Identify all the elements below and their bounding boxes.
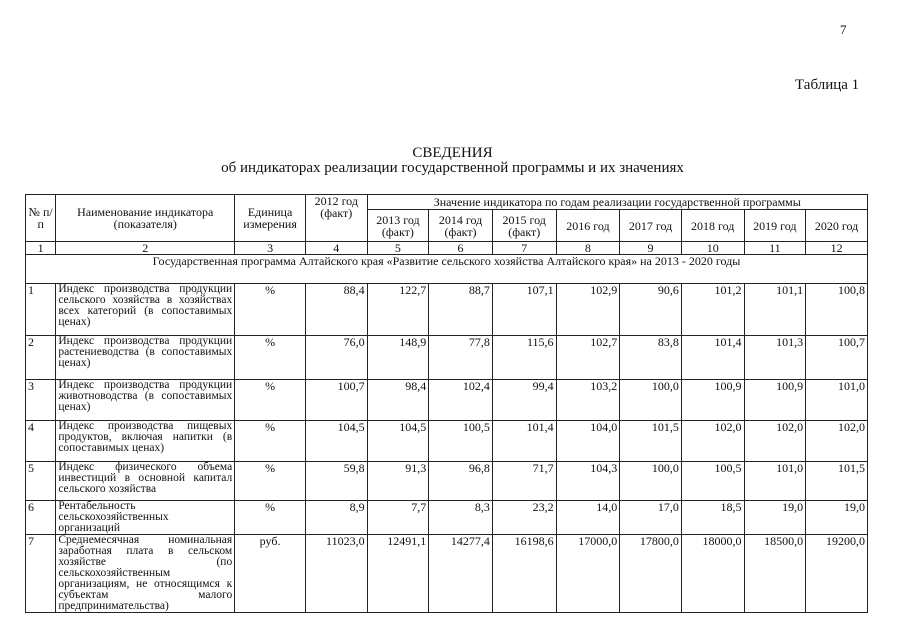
value-cell: 88,4	[305, 284, 367, 336]
value-cell: 101,0	[744, 462, 806, 501]
row-number: 7	[26, 535, 56, 613]
value-cell: 17,0	[620, 501, 682, 535]
row-number: 1	[26, 284, 56, 336]
value-cell: 8,3	[429, 501, 493, 535]
value-cell: 101,4	[492, 421, 556, 462]
value-cell: 14277,4	[429, 535, 493, 613]
row-number: 4	[26, 421, 56, 462]
value-cell: 11023,0	[305, 535, 367, 613]
value-cell: 14,0	[556, 501, 620, 535]
value-cell: 18500,0	[744, 535, 806, 613]
value-cell: 102,0	[681, 421, 744, 462]
value-cell: 102,7	[556, 336, 620, 380]
header-year: 2016 год	[556, 210, 620, 242]
value-cell: 17000,0	[556, 535, 620, 613]
unit-cell: %	[235, 501, 306, 535]
document-title: СВЕДЕНИЯ	[412, 145, 493, 161]
unit-cell: %	[235, 284, 306, 336]
column-number: 2	[56, 242, 235, 255]
value-cell: 16198,6	[492, 535, 556, 613]
column-number: 4	[305, 242, 367, 255]
column-number: 10	[681, 242, 744, 255]
indicator-name: Индекс физического объема инвестиций в основной капитал сельского хозяйства	[56, 462, 235, 501]
header-group: Значение индикатора по годам реализации государственной программы	[367, 195, 867, 210]
value-cell: 101,3	[744, 336, 806, 380]
unit-cell: %	[235, 462, 306, 501]
value-cell: 76,0	[305, 336, 367, 380]
value-cell: 101,5	[620, 421, 682, 462]
table-row	[26, 501, 868, 535]
value-cell: 71,7	[492, 462, 556, 501]
column-number: 8	[556, 242, 620, 255]
indicator-name: Индекс производства продукции сельского хозяйства в хозяйствах всех категорий (в сопоставимых ценах)	[56, 284, 235, 336]
value-cell: 101,4	[681, 336, 744, 380]
column-number: 7	[492, 242, 556, 255]
value-cell: 19,0	[744, 501, 806, 535]
value-cell: 99,4	[492, 380, 556, 421]
header-base-year: 2012 год (факт)	[305, 195, 367, 242]
value-cell: 104,3	[556, 462, 620, 501]
value-cell: 102,4	[429, 380, 493, 421]
value-cell: 100,0	[620, 380, 682, 421]
row-number: 2	[26, 336, 56, 380]
value-cell: 101,1	[744, 284, 806, 336]
unit-cell: %	[235, 421, 306, 462]
unit-cell: %	[235, 336, 306, 380]
value-cell: 98,4	[367, 380, 429, 421]
value-cell: 107,1	[492, 284, 556, 336]
column-number: 3	[235, 242, 306, 255]
table-label: Таблица 1	[795, 77, 860, 93]
value-cell: 12491,1	[367, 535, 429, 613]
value-cell: 88,7	[429, 284, 493, 336]
value-cell: 100,9	[681, 380, 744, 421]
header-year: 2019 год	[744, 210, 806, 242]
indicators-table	[25, 194, 868, 613]
value-cell: 102,0	[806, 421, 868, 462]
header-year: 2015 год (факт)	[492, 210, 556, 242]
value-cell: 96,8	[429, 462, 493, 501]
table-row	[26, 535, 868, 613]
value-cell: 101,5	[806, 462, 868, 501]
value-cell: 100,5	[681, 462, 744, 501]
value-cell: 77,8	[429, 336, 493, 380]
table-row	[26, 336, 868, 380]
value-cell: 103,2	[556, 380, 620, 421]
column-number: 6	[429, 242, 493, 255]
value-cell: 7,7	[367, 501, 429, 535]
document-subtitle: об индикаторах реализации государственной программы и их значениях	[221, 160, 684, 176]
column-number: 5	[367, 242, 429, 255]
header-name: Наименование индикатора (показателя)	[56, 195, 235, 242]
value-cell: 100,0	[620, 462, 682, 501]
row-number: 3	[26, 380, 56, 421]
header-year: 2013 год (факт)	[367, 210, 429, 242]
value-cell: 104,5	[305, 421, 367, 462]
row-number: 5	[26, 462, 56, 501]
section-title: Государственная программа Алтайского края «Развитие сельского хозяйства Алтайского края» на 2013 - 2020 годы	[26, 255, 868, 284]
indicator-name: Среднемесячная номинальная заработная плата в сельском хозяйстве (по сельскохозяйственным организациям, не относящимся к субъектам малого предпринимательства)	[56, 535, 235, 613]
indicator-name: Индекс производства продукции животноводства (в сопоставимых ценах)	[56, 380, 235, 421]
value-cell: 19200,0	[806, 535, 868, 613]
value-cell: 104,5	[367, 421, 429, 462]
column-number: 11	[744, 242, 806, 255]
indicator-name: Рентабельность сельскохозяйственных организаций	[56, 501, 235, 535]
value-cell: 100,9	[744, 380, 806, 421]
header-unit: Единица измерения	[235, 195, 306, 242]
value-cell: 83,8	[620, 336, 682, 380]
section-row	[26, 255, 868, 284]
header-year: 2017 год	[620, 210, 682, 242]
value-cell: 59,8	[305, 462, 367, 501]
header-year: 2018 год	[681, 210, 744, 242]
value-cell: 18,5	[681, 501, 744, 535]
value-cell: 18000,0	[681, 535, 744, 613]
value-cell: 148,9	[367, 336, 429, 380]
table-row	[26, 421, 868, 462]
value-cell: 91,3	[367, 462, 429, 501]
header-num: № п/п	[26, 195, 56, 242]
indicator-name: Индекс производства пищевых продуктов, включая напитки (в сопоставимых ценах)	[56, 421, 235, 462]
value-cell: 23,2	[492, 501, 556, 535]
page-number: 7	[840, 22, 847, 37]
value-cell: 122,7	[367, 284, 429, 336]
value-cell: 100,7	[305, 380, 367, 421]
value-cell: 101,0	[806, 380, 868, 421]
value-cell: 100,8	[806, 284, 868, 336]
unit-cell: %	[235, 380, 306, 421]
value-cell: 19,0	[806, 501, 868, 535]
value-cell: 101,2	[681, 284, 744, 336]
column-number: 12	[806, 242, 868, 255]
column-number: 1	[26, 242, 56, 255]
table-row	[26, 284, 868, 336]
value-cell: 104,0	[556, 421, 620, 462]
value-cell: 100,5	[429, 421, 493, 462]
indicator-name: Индекс производства продукции растениеводства (в сопоставимых ценах)	[56, 336, 235, 380]
value-cell: 90,6	[620, 284, 682, 336]
unit-cell: руб.	[235, 535, 306, 613]
table-row	[26, 462, 868, 501]
value-cell: 102,0	[744, 421, 806, 462]
value-cell: 8,9	[305, 501, 367, 535]
column-number-row	[26, 242, 868, 255]
value-cell: 17800,0	[620, 535, 682, 613]
header-year: 2020 год	[806, 210, 868, 242]
value-cell: 115,6	[492, 336, 556, 380]
row-number: 6	[26, 501, 56, 535]
column-number: 9	[620, 242, 682, 255]
header-year: 2014 год (факт)	[429, 210, 493, 242]
value-cell: 102,9	[556, 284, 620, 336]
table-row	[26, 380, 868, 421]
value-cell: 100,7	[806, 336, 868, 380]
